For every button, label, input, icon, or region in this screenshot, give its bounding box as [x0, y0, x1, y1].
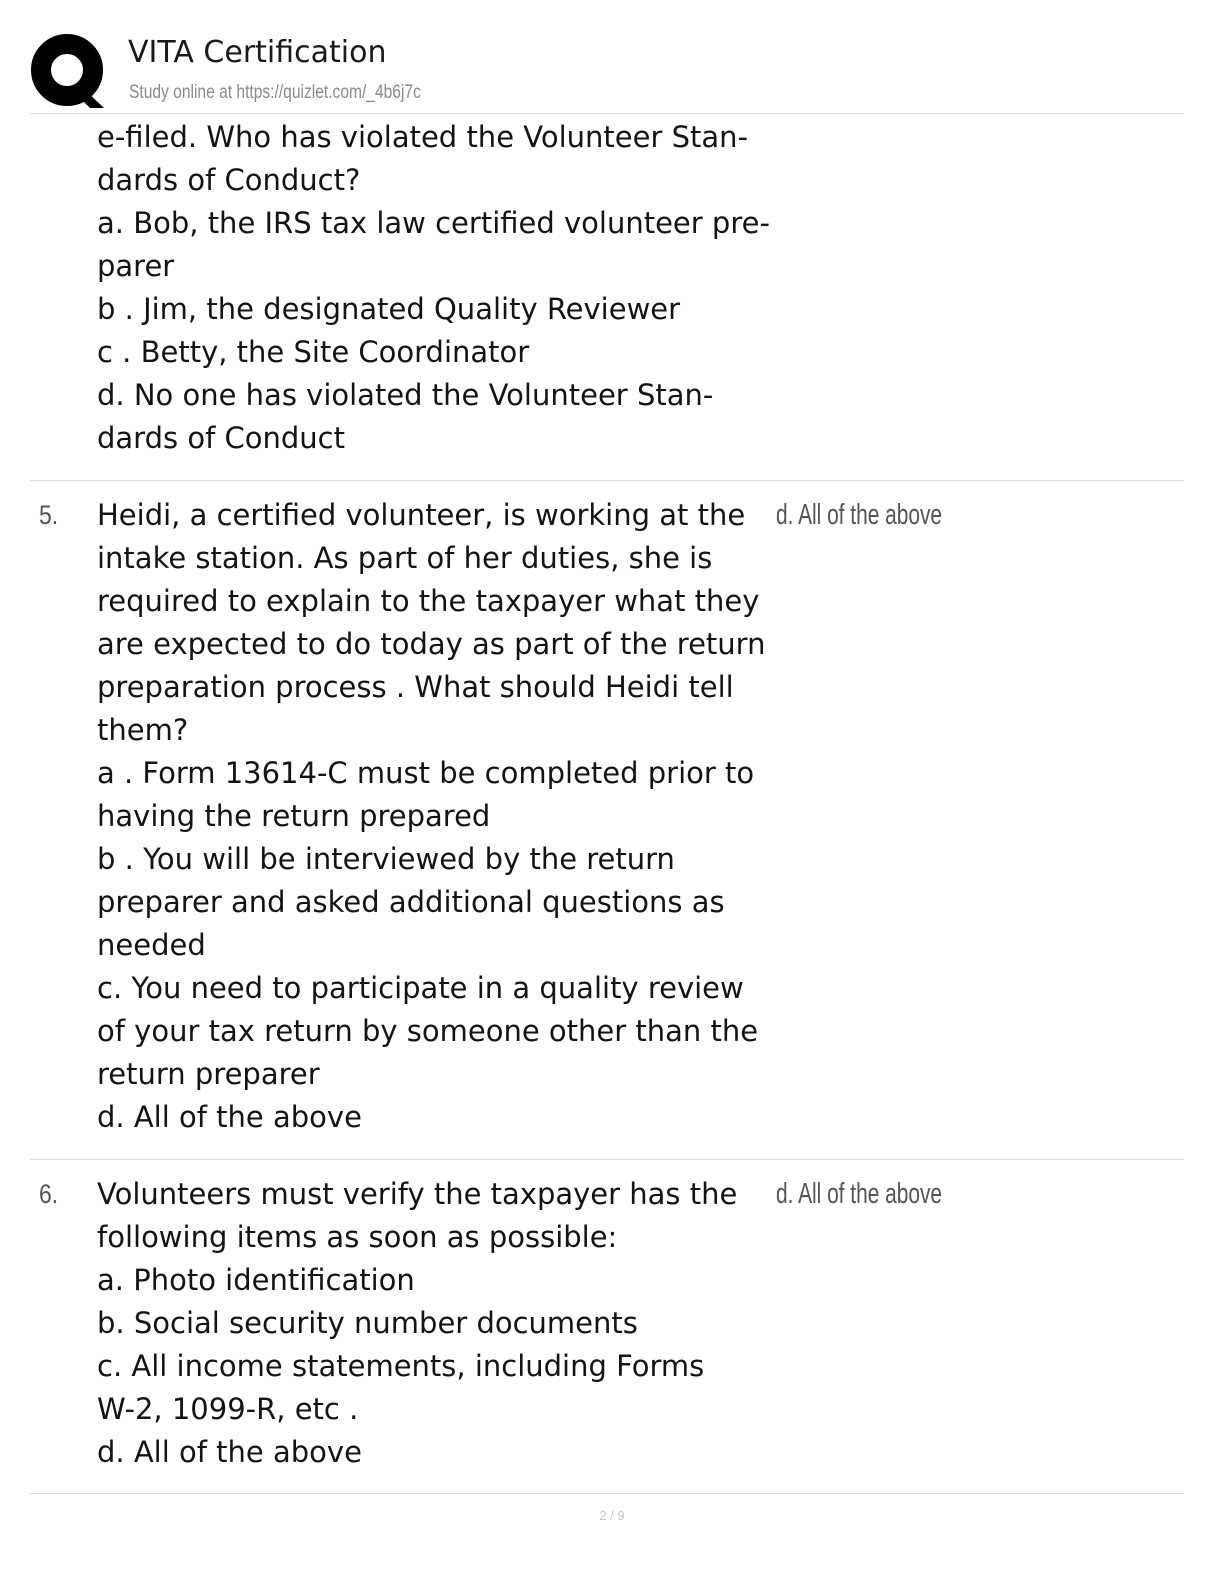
question-line: d. No one has violated the Volunteer Stan-: [97, 378, 714, 412]
card-divider: [30, 1159, 1184, 1160]
question-line: b. Social security number documents: [97, 1306, 638, 1340]
question-line: b . You will be interviewed by the return: [97, 842, 675, 876]
question-line: dards of Conduct?: [97, 163, 361, 197]
question-line: of your tax return by someone other than the: [97, 1014, 759, 1048]
card-answer: d. All of the above: [776, 1178, 943, 1210]
question-line: c . Betty, the Site Coordinator: [97, 335, 530, 369]
quizlet-logo-icon: [30, 32, 108, 110]
question-line: parer: [97, 249, 175, 283]
question-line: a. Bob, the IRS tax law certified volunteer pre-: [97, 206, 770, 240]
card-continued-question: [97, 116, 787, 460]
question-line: dards of Conduct: [97, 421, 345, 455]
question-line: return preparer: [97, 1057, 320, 1091]
question-line: having the return prepared: [97, 799, 491, 833]
question-line: c. You need to participate in a quality review: [97, 971, 744, 1005]
card-divider: [30, 480, 1184, 481]
question-line: them?: [97, 713, 189, 747]
page-number: 2 / 9: [599, 1508, 625, 1523]
header-divider: [30, 113, 1184, 114]
card-number: 5.: [39, 500, 59, 530]
question-line: d. All of the above: [97, 1435, 362, 1469]
document-title: VITA Certification: [128, 35, 387, 70]
question-line: needed: [97, 928, 206, 962]
question-line: b . Jim, the designated Quality Reviewer: [97, 292, 681, 326]
card-question: [97, 494, 787, 1139]
card-question: [97, 1173, 787, 1474]
card-divider: [30, 1493, 1184, 1494]
card-number: 6.: [39, 1179, 59, 1209]
question-line: intake station. As part of her duties, she is: [97, 541, 713, 575]
question-line: a. Photo identification: [97, 1263, 415, 1297]
question-line: e-filed. Who has violated the Volunteer Stan-: [97, 120, 748, 154]
question-line: are expected to do today as part of the return: [97, 627, 766, 661]
card-answer: d. All of the above: [776, 499, 943, 531]
question-line: preparer and asked additional questions as: [97, 885, 725, 919]
question-line: following items as soon as possible:: [97, 1220, 618, 1254]
question-line: d. All of the above: [97, 1100, 362, 1134]
question-line: Volunteers must verify the taxpayer has the: [97, 1177, 738, 1211]
question-line: Heidi, a certified volunteer, is working at the: [97, 498, 746, 532]
study-online-link[interactable]: Study online at https://quizlet.com/_4b6j7c: [129, 82, 421, 103]
question-line: preparation process . What should Heidi tell: [97, 670, 734, 704]
question-line: c. All income statements, including Forms: [97, 1349, 705, 1383]
question-line: required to explain to the taxpayer what they: [97, 584, 760, 618]
question-line: a . Form 13614-C must be completed prior to: [97, 756, 755, 790]
question-line: W-2, 1099-R, etc .: [97, 1392, 359, 1426]
